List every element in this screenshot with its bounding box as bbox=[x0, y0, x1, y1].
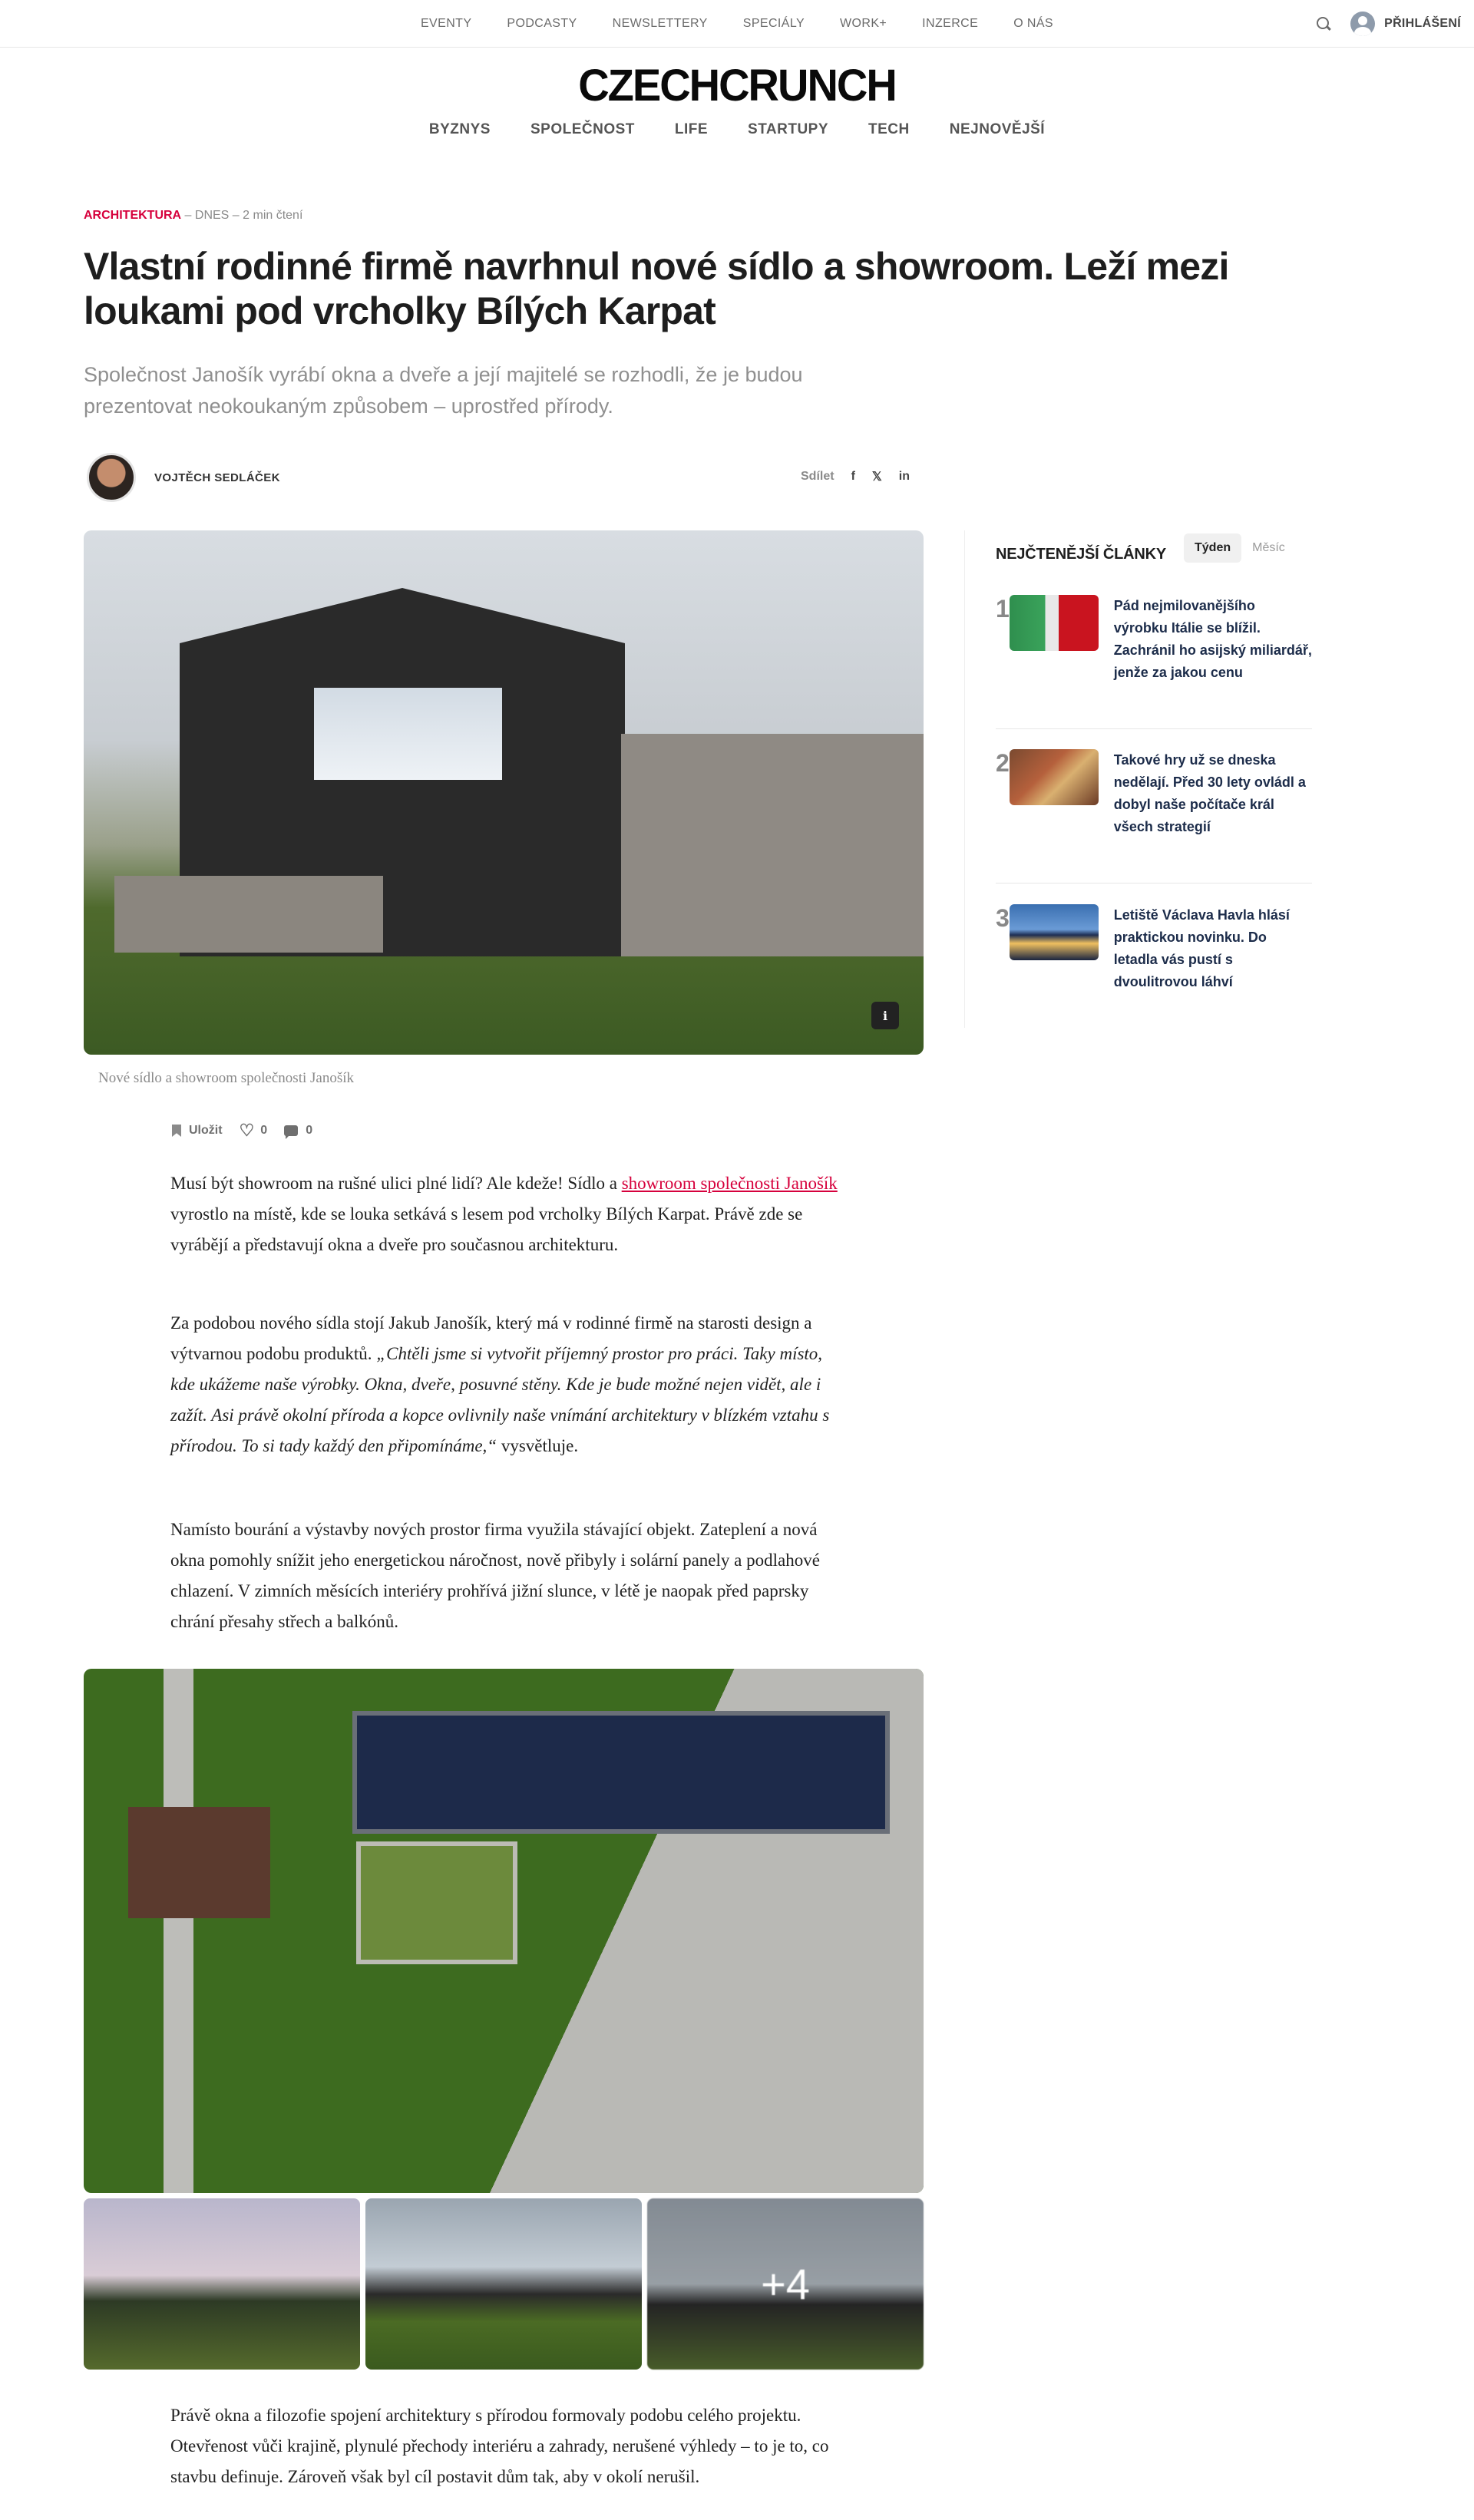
article-paragraph-4: Právě okna a filozofie spojení architektury s přírodou formovaly podobu celého projektu. Otevřenost vůči krajině, plynulé přechody interiéru a zahrady, nerušené výhledy – to je to, co stavbu definuje. Zároveň však byl cíl postavit dům tak, aby v okolí nerušil. bbox=[170, 2406, 829, 2486]
aerial-garden-shape bbox=[356, 1841, 517, 1964]
hero-window-shape bbox=[314, 688, 502, 780]
user-area bbox=[1315, 11, 1461, 37]
paragraph-text: Musí být showroom na rušné ulici plné lidí? Ale kdeže! Sídlo a bbox=[170, 1174, 622, 1193]
top-nav-podcasts[interactable]: PODCASTY bbox=[507, 17, 577, 30]
nav-startups[interactable]: STARTUPY bbox=[748, 121, 829, 137]
aerial-house-shape bbox=[128, 1807, 270, 1918]
aerial-road-shape bbox=[84, 1669, 283, 2193]
article-paragraph-1 bbox=[170, 1168, 838, 1260]
hero-image[interactable] bbox=[84, 530, 924, 1055]
nav-society[interactable]: SPOLEČNOST bbox=[530, 121, 635, 137]
article-meta bbox=[84, 209, 302, 223]
paragraph-text: vysvětluje. bbox=[497, 1436, 579, 1455]
article-paragraph-2 bbox=[170, 1308, 838, 1461]
comments-button[interactable] bbox=[284, 1124, 312, 1138]
showroom-link[interactable]: showroom společnosti Janošík bbox=[621, 1174, 838, 1193]
top-nav-specials[interactable]: SPECIÁLY bbox=[742, 17, 805, 30]
top-nav-events[interactable]: EVENTY bbox=[420, 17, 472, 30]
popular-article-1[interactable] bbox=[996, 595, 1312, 684]
nav-newest[interactable]: NEJNOVĚJŠÍ bbox=[949, 121, 1046, 137]
top-nav bbox=[0, 0, 1474, 48]
article-thumbnail[interactable] bbox=[1010, 595, 1099, 651]
article-thumbnail[interactable] bbox=[1010, 749, 1099, 805]
share-bar bbox=[801, 469, 910, 484]
gallery-thumbnail[interactable] bbox=[84, 2198, 360, 2370]
save-label: Uložit bbox=[189, 1124, 223, 1137]
sidebar-separator bbox=[996, 728, 1312, 729]
top-nav-work[interactable]: WORK+ bbox=[840, 17, 887, 30]
comment-icon bbox=[284, 1125, 298, 1136]
meta-date-readtime: – DNES – 2 min čtení bbox=[181, 209, 303, 222]
nav-tech[interactable]: TECH bbox=[868, 121, 910, 137]
rank-number: 1 bbox=[996, 595, 1010, 623]
heart-icon: ♡ bbox=[239, 1121, 255, 1140]
article-perex: Společnost Janošík vyrábí okna a dveře a její majitelé se rozhodli, že je budou prezentovat neokoukaným způsobem – uprostřed přírody. bbox=[84, 363, 803, 418]
category-link[interactable]: ARCHITEKTURA bbox=[84, 209, 182, 222]
quote-text: „Chtěli jsme si vytvořit příjemný prostor pro práci. Taky místo, kde ukážeme naše výrobky. Okna, dveře, posuvné stěny. Kde je bude možné nejen vidět, ale i zažít. Asi právě okolní příroda a kopce ovlivnily naše vnímání architektury v blízkém vztahu s přírodou. To si tady každý den připomínáme,“ bbox=[170, 1344, 830, 1455]
sidebar-divider bbox=[964, 530, 965, 1028]
top-bar bbox=[0, 0, 1474, 48]
site-logo[interactable]: CZECHCRUNCH bbox=[578, 59, 896, 111]
article-thumbnail[interactable] bbox=[1010, 904, 1099, 960]
author-name[interactable]: VOJTĚCH SEDLÁČEK bbox=[154, 471, 280, 484]
main-nav bbox=[0, 121, 1474, 138]
rank-number: 2 bbox=[996, 749, 1010, 777]
share-label: Sdílet bbox=[801, 470, 834, 483]
gallery-thumbnail[interactable] bbox=[365, 2198, 642, 2370]
save-button[interactable] bbox=[172, 1124, 223, 1138]
paragraph-text: Za podobou nového sídla stojí Jakub Janošík, který má v rodinné firmě na starosti design a výtvarnou podobu produktů. bbox=[170, 1313, 812, 1363]
article-headline: Vlastní rodinné firmě navrhnul nové sídlo a showroom. Leží mezi loukami pod vrcholky Bílých Karpat bbox=[84, 245, 1229, 332]
image-info-button[interactable]: i bbox=[871, 1002, 899, 1029]
top-nav-ads[interactable]: INZERCE bbox=[922, 17, 979, 30]
popular-article-3[interactable] bbox=[996, 904, 1312, 993]
top-nav-about[interactable]: O NÁS bbox=[1013, 17, 1053, 30]
article-paragraph-3: Namísto bourání a výstavby nových prostor firma využila stávající objekt. Zateplení a nová okna pomohly snížit jeho energetickou náročnost, nově přibyly i solární panely a podlahové chlazení. V zimních měsících interiéry prohřívá jižní slunce, v létě je naopak před paprsky chrání přesahy střech a balkónů. bbox=[170, 1520, 820, 1631]
aerial-solar-roof-shape bbox=[352, 1711, 890, 1834]
popular-article-2[interactable] bbox=[996, 749, 1312, 838]
hero-caption: Nové sídlo a showroom společnosti Janošík bbox=[98, 1070, 355, 1086]
like-button[interactable] bbox=[240, 1122, 268, 1139]
linkedin-icon[interactable]: in bbox=[898, 470, 910, 483]
tab-week[interactable]: Týden bbox=[1184, 533, 1241, 563]
tab-month[interactable]: Měsíc bbox=[1252, 541, 1285, 554]
article-actions bbox=[172, 1122, 329, 1139]
popular-article-title[interactable]: Takové hry už se dneska nedělají. Před 30 lety ovládl a dobyl naše počítače král všech strategií bbox=[1113, 752, 1306, 834]
rank-number: 3 bbox=[996, 904, 1010, 932]
gallery-thumbnails bbox=[84, 2198, 924, 2370]
sidebar-title: NEJČTENĚJŠÍ ČLÁNKY bbox=[996, 546, 1166, 563]
gallery-thumbnail-more[interactable] bbox=[647, 2198, 924, 2370]
like-count: 0 bbox=[260, 1124, 268, 1137]
nav-business[interactable]: BYZNYS bbox=[428, 121, 491, 137]
popular-article-title[interactable]: Pád nejmilovanějšího výrobku Itálie se blížil. Zachránil ho asijský miliardář, jenže za jakou cenu bbox=[1113, 598, 1312, 680]
top-nav-newsletters[interactable]: NEWSLETTERY bbox=[612, 17, 708, 30]
search-icon[interactable] bbox=[1315, 15, 1332, 32]
author-avatar[interactable] bbox=[87, 453, 136, 502]
paragraph-text: vyrostlo na místě, kde se louka setkává s lesem pod vrcholky Bílých Karpat. Právě zde se vyrábějí a představují okna a dveře pro současnou architekturu. bbox=[170, 1204, 803, 1254]
nav-life[interactable]: LIFE bbox=[674, 121, 709, 137]
comment-count: 0 bbox=[306, 1124, 313, 1137]
facebook-icon[interactable]: f bbox=[851, 470, 855, 483]
gallery-main-image[interactable] bbox=[84, 1669, 924, 2193]
author-box bbox=[87, 453, 280, 502]
user-avatar-icon[interactable] bbox=[1350, 12, 1375, 36]
sidebar-tabs bbox=[1184, 533, 1296, 563]
bookmark-icon bbox=[172, 1125, 181, 1137]
hero-low-wall-shape bbox=[114, 876, 383, 953]
gallery-more-count: +4 bbox=[647, 2198, 924, 2370]
x-twitter-icon[interactable]: 𝕏 bbox=[871, 471, 882, 484]
popular-article-title[interactable]: Letiště Václava Havla hlásí praktickou novinku. Do letadla vás pustí s dvoulitrovou láhví bbox=[1113, 907, 1290, 989]
hero-concrete-wall-shape bbox=[621, 734, 924, 956]
login-link[interactable]: PŘIHLÁŠENÍ bbox=[1384, 17, 1461, 30]
